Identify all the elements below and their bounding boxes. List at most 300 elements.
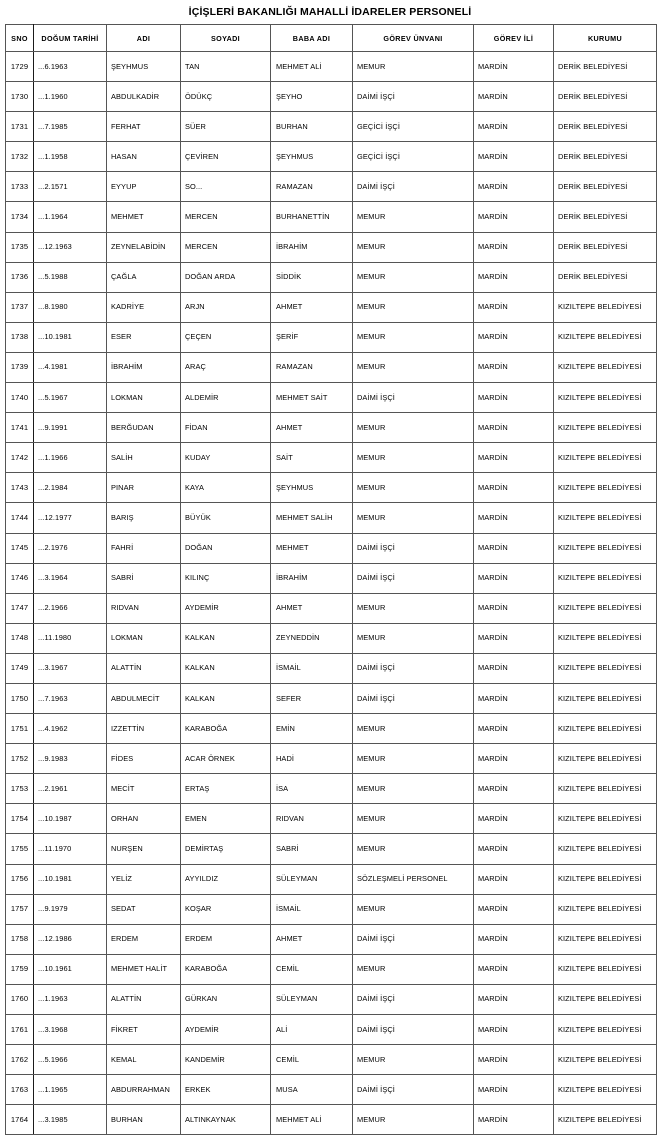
cell-sno: 1730 [6,82,34,112]
cell-kurumu: KIZILTEPE BELEDİYESİ [554,984,657,1014]
cell-sno: 1746 [6,563,34,593]
cell-soyadi: ARJN [181,292,271,322]
cell-soyadi: AYDEMİR [181,593,271,623]
table-row [6,744,657,774]
cell-dogum-tarihi: ...5.1966 [34,1045,107,1075]
table-row [6,142,657,172]
table-row [6,383,657,413]
table-row [6,954,657,984]
cell-dogum-tarihi: ...6.1963 [34,52,107,82]
cell-dogum-tarihi: ...3.1985 [34,1105,107,1135]
cell-soyadi: DEMİRTAŞ [181,834,271,864]
cell-baba-adi: MUSA [271,1075,353,1105]
cell-gorev-ili: MARDİN [474,984,554,1014]
cell-gorev-ili: MARDİN [474,864,554,894]
cell-adi: ABDULKADİR [107,82,181,112]
cell-adi: ERDEM [107,924,181,954]
cell-sno: 1742 [6,443,34,473]
cell-gorev-ili: MARDİN [474,924,554,954]
table-row [6,653,657,683]
column-header-dogum-tarihi: DOĞUM TARİHİ [34,25,107,52]
cell-adi: HASAN [107,142,181,172]
cell-sno: 1741 [6,413,34,443]
cell-kurumu: KIZILTEPE BELEDİYESİ [554,352,657,382]
cell-gorev-unvani: MEMUR [353,352,474,382]
cell-baba-adi: MEHMET ALİ [271,52,353,82]
cell-kurumu: KIZILTEPE BELEDİYESİ [554,1075,657,1105]
table-row [6,52,657,82]
cell-soyadi: KALKAN [181,623,271,653]
cell-soyadi: DOĞAN ARDA [181,262,271,292]
cell-dogum-tarihi: ...12.1977 [34,503,107,533]
cell-soyadi: SO... [181,172,271,202]
cell-baba-adi: MEHMET SAİT [271,383,353,413]
cell-baba-adi: ALİ [271,1015,353,1045]
cell-dogum-tarihi: ...7.1985 [34,112,107,142]
table-row [6,172,657,202]
cell-adi: LOKMAN [107,383,181,413]
cell-baba-adi: CEMİL [271,954,353,984]
cell-sno: 1739 [6,352,34,382]
cell-adi: FİKRET [107,1015,181,1045]
cell-gorev-unvani: MEMUR [353,1045,474,1075]
cell-dogum-tarihi: ...11.1970 [34,834,107,864]
cell-sno: 1749 [6,653,34,683]
cell-kurumu: DERİK BELEDİYESİ [554,172,657,202]
cell-dogum-tarihi: ...2.1961 [34,774,107,804]
cell-baba-adi: MEHMET SALİH [271,503,353,533]
cell-adi: KEMAL [107,1045,181,1075]
cell-gorev-unvani: MEMUR [353,503,474,533]
cell-sno: 1738 [6,322,34,352]
cell-adi: ABDURRAHMAN [107,1075,181,1105]
cell-gorev-ili: MARDİN [474,894,554,924]
table-row [6,1015,657,1045]
cell-baba-adi: RAMAZAN [271,172,353,202]
cell-soyadi: ALDEMİR [181,383,271,413]
cell-baba-adi: ŞEYHMUS [271,473,353,503]
cell-kurumu: DERİK BELEDİYESİ [554,112,657,142]
cell-dogum-tarihi: ...10.1961 [34,954,107,984]
table-row [6,1075,657,1105]
cell-gorev-unvani: DAİMİ İŞÇİ [353,683,474,713]
table-row [6,262,657,292]
cell-adi: FERHAT [107,112,181,142]
cell-kurumu: DERİK BELEDİYESİ [554,52,657,82]
cell-gorev-unvani: MEMUR [353,894,474,924]
personnel-table [5,24,657,1135]
cell-baba-adi: MEHMET ALİ [271,1105,353,1135]
cell-soyadi: DOĞAN [181,533,271,563]
cell-gorev-unvani: MEMUR [353,1105,474,1135]
table-row [6,864,657,894]
cell-gorev-unvani: DAİMİ İŞÇİ [353,383,474,413]
cell-gorev-unvani: MEMUR [353,292,474,322]
cell-gorev-unvani: MEMUR [353,804,474,834]
cell-gorev-unvani: MEMUR [353,413,474,443]
cell-gorev-ili: MARDİN [474,623,554,653]
cell-gorev-ili: MARDİN [474,804,554,834]
cell-baba-adi: AHMET [271,593,353,623]
cell-sno: 1734 [6,202,34,232]
cell-dogum-tarihi: ...1.1963 [34,984,107,1014]
cell-gorev-unvani: MEMUR [353,744,474,774]
cell-gorev-unvani: MEMUR [353,262,474,292]
table-row [6,232,657,262]
table-row [6,804,657,834]
cell-dogum-tarihi: ...3.1967 [34,653,107,683]
cell-kurumu: KIZILTEPE BELEDİYESİ [554,774,657,804]
cell-sno: 1736 [6,262,34,292]
cell-adi: ORHAN [107,804,181,834]
cell-sno: 1745 [6,533,34,563]
cell-baba-adi: BURHANETTİN [271,202,353,232]
table-row [6,984,657,1014]
cell-gorev-unvani: DAİMİ İŞÇİ [353,984,474,1014]
table-row [6,623,657,653]
cell-sno: 1752 [6,744,34,774]
cell-adi: MECİT [107,774,181,804]
cell-adi: BURHAN [107,1105,181,1135]
cell-gorev-ili: MARDİN [474,443,554,473]
cell-adi: SABRİ [107,563,181,593]
cell-dogum-tarihi: ...10.1987 [34,804,107,834]
cell-gorev-unvani: DAİMİ İŞÇİ [353,1075,474,1105]
cell-gorev-unvani: MEMUR [353,774,474,804]
table-header-row [6,25,657,52]
cell-kurumu: DERİK BELEDİYESİ [554,232,657,262]
cell-sno: 1756 [6,864,34,894]
cell-gorev-ili: MARDİN [474,563,554,593]
cell-soyadi: EMEN [181,804,271,834]
cell-adi: FİDES [107,744,181,774]
cell-adi: BARIŞ [107,503,181,533]
cell-sno: 1747 [6,593,34,623]
cell-adi: MEHMET [107,202,181,232]
cell-soyadi: ÇEVİREN [181,142,271,172]
cell-adi: NURŞEN [107,834,181,864]
cell-sno: 1751 [6,714,34,744]
cell-adi: ŞEYHMUS [107,52,181,82]
cell-kurumu: KIZILTEPE BELEDİYESİ [554,714,657,744]
cell-gorev-unvani: DAİMİ İŞÇİ [353,653,474,683]
cell-gorev-ili: MARDİN [474,954,554,984]
cell-soyadi: KARABOĞA [181,714,271,744]
cell-gorev-unvani: MEMUR [353,473,474,503]
cell-soyadi: KALKAN [181,653,271,683]
cell-soyadi: BÜYÜK [181,503,271,533]
cell-soyadi: KILINÇ [181,563,271,593]
column-header-gorev-ili: GÖREV İLİ [474,25,554,52]
cell-baba-adi: EMİN [271,714,353,744]
cell-sno: 1754 [6,804,34,834]
table-row [6,683,657,713]
cell-soyadi: SÜER [181,112,271,142]
cell-dogum-tarihi: ...1.1960 [34,82,107,112]
cell-adi: ABDULMECİT [107,683,181,713]
cell-gorev-ili: MARDİN [474,352,554,382]
cell-adi: EYYUP [107,172,181,202]
cell-dogum-tarihi: ...1.1964 [34,202,107,232]
cell-kurumu: KIZILTEPE BELEDİYESİ [554,864,657,894]
cell-gorev-ili: MARDİN [474,1045,554,1075]
cell-kurumu: KIZILTEPE BELEDİYESİ [554,503,657,533]
cell-kurumu: DERİK BELEDİYESİ [554,82,657,112]
cell-gorev-unvani: MEMUR [353,202,474,232]
cell-gorev-ili: MARDİN [474,172,554,202]
cell-gorev-ili: MARDİN [474,52,554,82]
cell-baba-adi: RIDVAN [271,804,353,834]
cell-gorev-ili: MARDİN [474,82,554,112]
cell-dogum-tarihi: ...12.1963 [34,232,107,262]
table-row [6,834,657,864]
cell-gorev-ili: MARDİN [474,112,554,142]
cell-soyadi: FİDAN [181,413,271,443]
cell-sno: 1755 [6,834,34,864]
column-header-kurumu: KURUMU [554,25,657,52]
cell-dogum-tarihi: ...1.1958 [34,142,107,172]
cell-sno: 1750 [6,683,34,713]
cell-sno: 1735 [6,232,34,262]
table-row [6,924,657,954]
cell-sno: 1731 [6,112,34,142]
cell-soyadi: KALKAN [181,683,271,713]
cell-gorev-ili: MARDİN [474,262,554,292]
cell-kurumu: KIZILTEPE BELEDİYESİ [554,563,657,593]
cell-gorev-ili: MARDİN [474,1075,554,1105]
cell-gorev-ili: MARDİN [474,232,554,262]
cell-baba-adi: ŞEYHMUS [271,142,353,172]
cell-baba-adi: HADİ [271,744,353,774]
column-header-adi: ADI [107,25,181,52]
cell-kurumu: KIZILTEPE BELEDİYESİ [554,322,657,352]
table-row [6,413,657,443]
cell-adi: FAHRİ [107,533,181,563]
cell-dogum-tarihi: ...3.1968 [34,1015,107,1045]
cell-gorev-unvani: DAİMİ İŞÇİ [353,1015,474,1045]
cell-dogum-tarihi: ...12.1986 [34,924,107,954]
cell-sno: 1743 [6,473,34,503]
cell-kurumu: KIZILTEPE BELEDİYESİ [554,292,657,322]
cell-adi: SALİH [107,443,181,473]
cell-soyadi: ERTAŞ [181,774,271,804]
table-row [6,292,657,322]
table-row [6,112,657,142]
cell-gorev-unvani: MEMUR [353,322,474,352]
cell-kurumu: KIZILTEPE BELEDİYESİ [554,473,657,503]
cell-soyadi: KAYA [181,473,271,503]
cell-dogum-tarihi: ...4.1981 [34,352,107,382]
cell-soyadi: KOŞAR [181,894,271,924]
cell-gorev-ili: MARDİN [474,1015,554,1045]
cell-sno: 1757 [6,894,34,924]
cell-baba-adi: SÜLEYMAN [271,984,353,1014]
cell-dogum-tarihi: ...5.1988 [34,262,107,292]
cell-soyadi: KANDEMİR [181,1045,271,1075]
cell-soyadi: ERDEM [181,924,271,954]
cell-gorev-ili: MARDİN [474,593,554,623]
cell-gorev-unvani: SÖZLEŞMELİ PERSONEL [353,864,474,894]
cell-dogum-tarihi: ...8.1980 [34,292,107,322]
cell-baba-adi: AHMET [271,413,353,443]
cell-soyadi: ÖDÜKÇ [181,82,271,112]
cell-baba-adi: SABRİ [271,834,353,864]
cell-soyadi: ARAÇ [181,352,271,382]
cell-baba-adi: İSA [271,774,353,804]
cell-dogum-tarihi: ...9.1983 [34,744,107,774]
table-row [6,1105,657,1135]
cell-adi: LOKMAN [107,623,181,653]
cell-dogum-tarihi: ...2.1984 [34,473,107,503]
cell-baba-adi: AHMET [271,292,353,322]
cell-sno: 1748 [6,623,34,653]
table-row [6,322,657,352]
cell-gorev-unvani: DAİMİ İŞÇİ [353,563,474,593]
cell-dogum-tarihi: ...7.1963 [34,683,107,713]
table-row [6,1045,657,1075]
cell-gorev-ili: MARDİN [474,744,554,774]
cell-sno: 1733 [6,172,34,202]
cell-kurumu: KIZILTEPE BELEDİYESİ [554,1105,657,1135]
cell-kurumu: KIZILTEPE BELEDİYESİ [554,593,657,623]
cell-adi: ZEYNELABİDİN [107,232,181,262]
cell-gorev-unvani: MEMUR [353,623,474,653]
cell-gorev-ili: MARDİN [474,834,554,864]
cell-sno: 1759 [6,954,34,984]
cell-baba-adi: İSMAİL [271,653,353,683]
cell-sno: 1737 [6,292,34,322]
cell-kurumu: DERİK BELEDİYESİ [554,262,657,292]
cell-dogum-tarihi: ...2.1966 [34,593,107,623]
column-header-baba-adi: BABA ADI [271,25,353,52]
table-row [6,894,657,924]
cell-gorev-ili: MARDİN [474,1105,554,1135]
cell-baba-adi: BURHAN [271,112,353,142]
cell-kurumu: KIZILTEPE BELEDİYESİ [554,1045,657,1075]
cell-dogum-tarihi: ...11.1980 [34,623,107,653]
cell-baba-adi: İBRAHİM [271,563,353,593]
table-row [6,774,657,804]
cell-gorev-unvani: DAİMİ İŞÇİ [353,924,474,954]
cell-gorev-ili: MARDİN [474,653,554,683]
cell-sno: 1753 [6,774,34,804]
cell-gorev-unvani: MEMUR [353,954,474,984]
column-header-sno: SNO [6,25,34,52]
cell-gorev-unvani: DAİMİ İŞÇİ [353,82,474,112]
cell-sno: 1729 [6,52,34,82]
cell-gorev-ili: MARDİN [474,683,554,713]
cell-dogum-tarihi: ...2.1571 [34,172,107,202]
cell-dogum-tarihi: ...5.1967 [34,383,107,413]
cell-baba-adi: AHMET [271,924,353,954]
cell-kurumu: KIZILTEPE BELEDİYESİ [554,383,657,413]
table-row [6,563,657,593]
cell-dogum-tarihi: ...10.1981 [34,864,107,894]
cell-sno: 1762 [6,1045,34,1075]
cell-kurumu: KIZILTEPE BELEDİYESİ [554,443,657,473]
cell-soyadi: MERCEN [181,202,271,232]
cell-gorev-ili: MARDİN [474,774,554,804]
cell-baba-adi: CEMİL [271,1045,353,1075]
table-row [6,593,657,623]
cell-baba-adi: SEFER [271,683,353,713]
cell-gorev-ili: MARDİN [474,383,554,413]
cell-kurumu: KIZILTEPE BELEDİYESİ [554,683,657,713]
cell-baba-adi: ŞERİF [271,322,353,352]
cell-gorev-unvani: MEMUR [353,834,474,864]
cell-gorev-ili: MARDİN [474,503,554,533]
column-header-soyadi: SOYADI [181,25,271,52]
cell-soyadi: ERKEK [181,1075,271,1105]
cell-adi: SEDAT [107,894,181,924]
cell-gorev-ili: MARDİN [474,473,554,503]
cell-gorev-unvani: GEÇİCİ İŞÇİ [353,112,474,142]
cell-gorev-unvani: MEMUR [353,593,474,623]
cell-baba-adi: İBRAHİM [271,232,353,262]
page-title: İÇİŞLERİ BAKANLIĞI MAHALLİ İDARELER PERSONELİ [188,6,472,18]
cell-baba-adi: RAMAZAN [271,352,353,382]
cell-kurumu: KIZILTEPE BELEDİYESİ [554,1015,657,1045]
cell-gorev-ili: MARDİN [474,413,554,443]
cell-sno: 1763 [6,1075,34,1105]
cell-gorev-unvani: DAİMİ İŞÇİ [353,172,474,202]
cell-soyadi: GÜRKAN [181,984,271,1014]
cell-kurumu: KIZILTEPE BELEDİYESİ [554,623,657,653]
cell-soyadi: KUDAY [181,443,271,473]
table-row [6,202,657,232]
cell-dogum-tarihi: ...3.1964 [34,563,107,593]
cell-soyadi: KARABOĞA [181,954,271,984]
cell-kurumu: KIZILTEPE BELEDİYESİ [554,834,657,864]
cell-kurumu: DERİK BELEDİYESİ [554,142,657,172]
cell-gorev-ili: MARDİN [474,714,554,744]
table-body [6,52,657,1135]
cell-adi: YELİZ [107,864,181,894]
cell-kurumu: KIZILTEPE BELEDİYESİ [554,744,657,774]
cell-sno: 1744 [6,503,34,533]
cell-kurumu: KIZILTEPE BELEDİYESİ [554,954,657,984]
cell-dogum-tarihi: ...1.1965 [34,1075,107,1105]
cell-soyadi: MERCEN [181,232,271,262]
cell-dogum-tarihi: ...9.1991 [34,413,107,443]
cell-dogum-tarihi: ...2.1976 [34,533,107,563]
cell-adi: MEHMET HALİT [107,954,181,984]
cell-baba-adi: İSMAİL [271,894,353,924]
cell-kurumu: KIZILTEPE BELEDİYESİ [554,924,657,954]
cell-baba-adi: SÜLEYMAN [271,864,353,894]
cell-kurumu: DERİK BELEDİYESİ [554,202,657,232]
cell-adi: KADRİYE [107,292,181,322]
cell-baba-adi: ŞEYHO [271,82,353,112]
cell-dogum-tarihi: ...4.1962 [34,714,107,744]
cell-soyadi: ACAR ÖRNEK [181,744,271,774]
cell-gorev-unvani: GEÇİCİ İŞÇİ [353,142,474,172]
cell-baba-adi: SİDDİK [271,262,353,292]
cell-sno: 1760 [6,984,34,1014]
cell-baba-adi: MEHMET [271,533,353,563]
table-row [6,714,657,744]
cell-dogum-tarihi: ...10.1981 [34,322,107,352]
cell-kurumu: KIZILTEPE BELEDİYESİ [554,894,657,924]
cell-baba-adi: ZEYNEDDİN [271,623,353,653]
cell-soyadi: TAN [181,52,271,82]
cell-kurumu: KIZILTEPE BELEDİYESİ [554,533,657,563]
cell-soyadi: AYDEMİR [181,1015,271,1045]
table-row [6,82,657,112]
cell-adi: PINAR [107,473,181,503]
cell-gorev-unvani: MEMUR [353,443,474,473]
cell-kurumu: KIZILTEPE BELEDİYESİ [554,653,657,683]
